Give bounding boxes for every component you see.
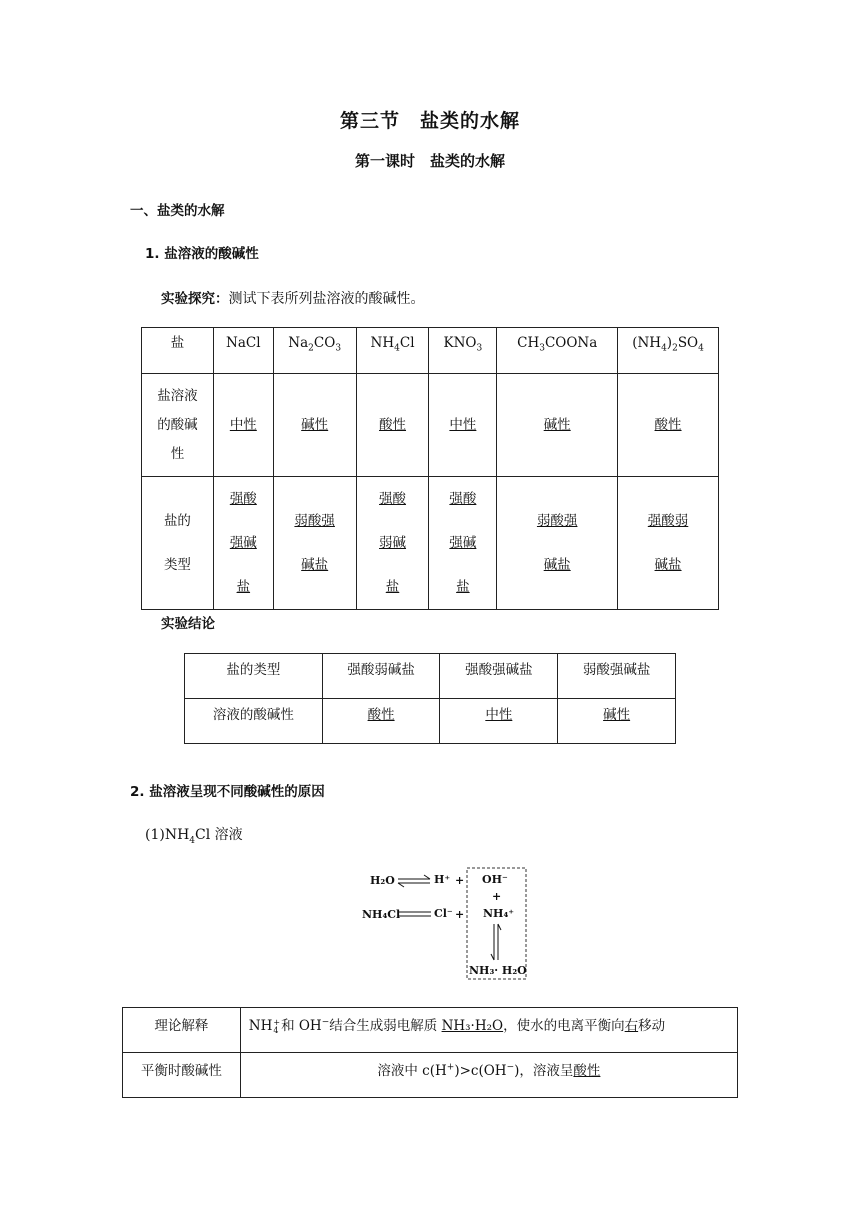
acidity-cell: 酸性 (618, 374, 719, 477)
conclusion-value: 碱性 (558, 699, 676, 744)
type-cell: 强酸强碱盐 (429, 477, 497, 610)
salt-cell: $NH_4Cl$ (356, 328, 429, 374)
diagram-h2o: H₂O (370, 874, 395, 887)
equilibrium-label: 平衡时酸碱性 (123, 1053, 241, 1098)
equilibrium-arrow-icon (396, 874, 432, 888)
conclusion-header: 强酸强碱盐 (440, 654, 558, 699)
diagram-nh4plus: NH₄⁺ (483, 907, 515, 920)
section-heading: 一、盐类的水解 (130, 203, 225, 219)
subsection-heading: 1. 盐溶液的酸碱性 (145, 246, 259, 262)
page-title: 第三节 盐类的水解 (339, 110, 520, 132)
page-subtitle: 第一课时 盐类的水解 (354, 152, 505, 170)
subsection-2-1: $(1)NH_4Cl$ 溶液 (145, 827, 243, 846)
conclusion-header: 弱酸强碱盐 (558, 654, 676, 699)
salt-cell: $CH_3COONa$ (497, 328, 618, 374)
row-header-salt: 盐 (142, 328, 214, 374)
diagram-plus-1: + (455, 874, 465, 887)
conclusion-label: 实验结论 (161, 616, 215, 632)
type-cell: 强酸弱碱盐 (618, 477, 719, 610)
conclusion-value: 酸性 (322, 699, 440, 744)
type-cell: 弱酸强碱盐 (273, 477, 356, 610)
diagram-clminus: Cl⁻ (434, 907, 453, 920)
salt-table (141, 327, 719, 610)
vertical-equilibrium-arrow-icon (490, 922, 502, 962)
conclusion-header: 强酸弱碱盐 (322, 654, 440, 699)
conclusion-row-label: 溶液的酸碱性 (185, 699, 323, 744)
equilibrium-text: 溶液中 c(H+)>c(OH−)，溶液呈酸性 (240, 1053, 737, 1098)
experiment-text: 测试下表所列盐溶液的酸碱性。 (228, 291, 425, 307)
explanation-table (122, 1007, 738, 1098)
row-header-acidity: 盐溶液的酸碱性 (142, 374, 214, 477)
experiment-label: 实验探究： (161, 291, 229, 307)
diagram-nh3h2o: NH₃· H₂O (469, 964, 527, 977)
salt-cell: $KNO_3$ (429, 328, 497, 374)
type-cell: 强酸弱碱盐 (356, 477, 429, 610)
explanation-text: NH + 4 和 OH−结合生成弱电解质 NH₃·H₂O，使水的电离平衡向右移动 (240, 1008, 737, 1053)
conclusion-value: 中性 (440, 699, 558, 744)
conclusion-header: 盐的类型 (185, 654, 323, 699)
type-cell: 强酸强碱盐 (213, 477, 273, 610)
subsection-heading-2: 2. 盐溶液呈现不同酸碱性的原因 (130, 784, 325, 800)
acidity-cell: 碱性 (497, 374, 618, 477)
diagram-plus-3: + (492, 890, 502, 903)
diagram-hplus: H⁺ (434, 873, 451, 886)
diagram-nh4cl: NH₄Cl (362, 908, 401, 921)
ionization-arrow-icon (398, 909, 432, 919)
experiment-line (161, 287, 425, 308)
diagram-ohminus: OH⁻ (482, 873, 508, 886)
explanation-label: 理论解释 (123, 1008, 241, 1053)
salt-cell: NaCl (213, 328, 273, 374)
salt-cell: $(NH_4)_2SO_4$ (618, 328, 719, 374)
hydrolysis-diagram (352, 864, 542, 984)
diagram-plus-2: + (455, 908, 465, 921)
type-cell: 弱酸强碱盐 (497, 477, 618, 610)
acidity-cell: 酸性 (356, 374, 429, 477)
acidity-cell: 中性 (429, 374, 497, 477)
acidity-cell: 碱性 (273, 374, 356, 477)
row-header-type: 盐的类型 (142, 477, 214, 610)
salt-cell: $Na_2CO_3$ (273, 328, 356, 374)
conclusion-table (184, 653, 676, 744)
acidity-cell: 中性 (213, 374, 273, 477)
